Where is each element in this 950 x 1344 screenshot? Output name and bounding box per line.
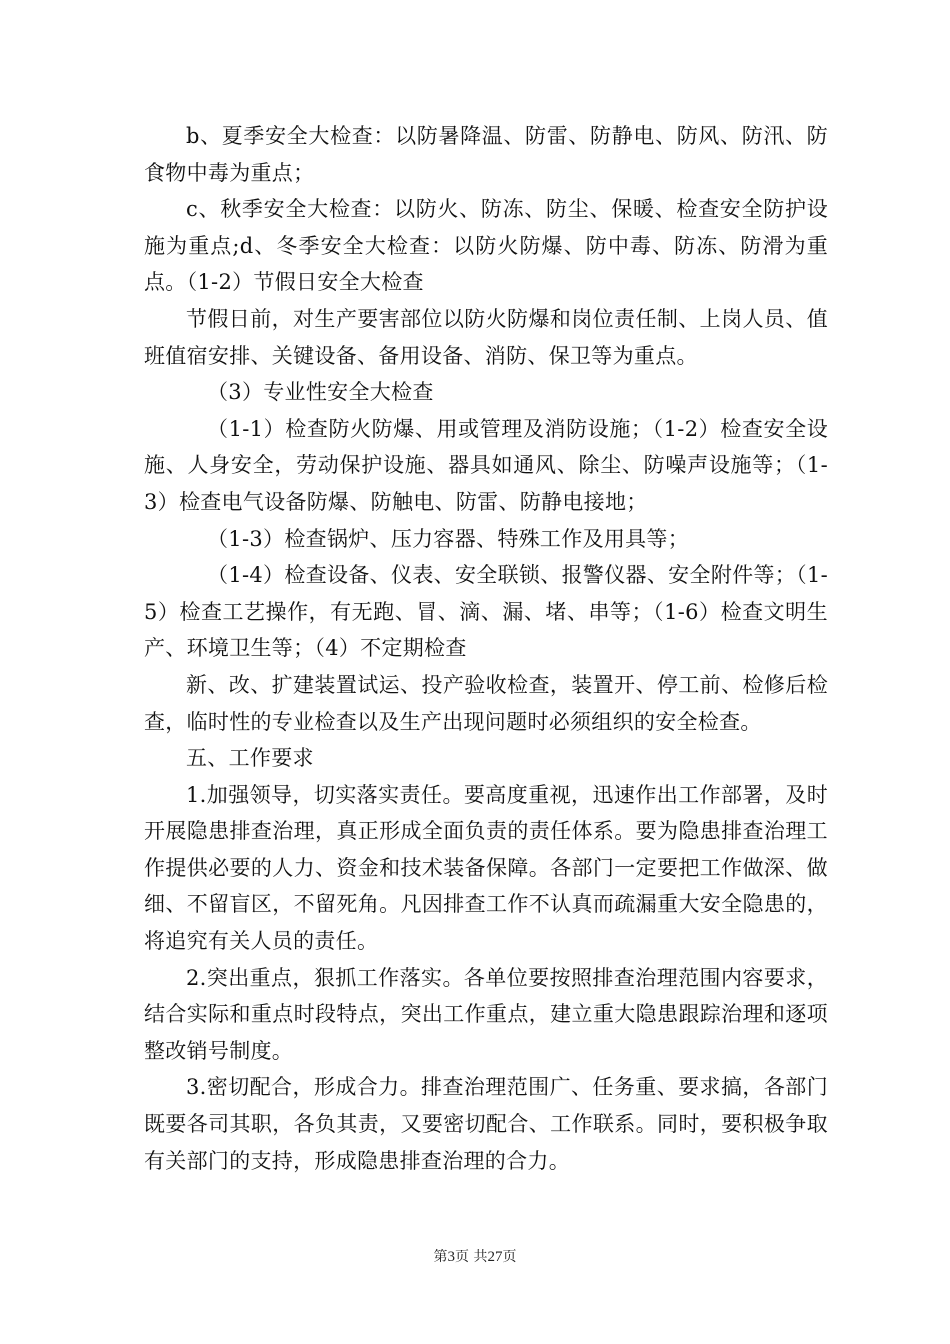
footer-total-pages: 27 — [487, 1249, 503, 1265]
heading-work-requirements: 五、工作要求 — [186, 746, 314, 771]
paragraph-professional-items-3: （1-4）检查设备、仪表、安全联锁、报警仪器、安全附件等；（1-5）检查工艺操作，有无跑、冒、滴、漏、堵、串等；（1-6）检查文明生产、环境卫生等；（4）不定期检查 — [144, 563, 828, 661]
footer-suffix: 页 — [502, 1249, 517, 1265]
paragraph-irregular-check: 新、改、扩建装置试运、投产验收检查，装置开、停工前、检修后检查，临时性的专业检查以及生产出现问题时必须组织的安全检查。 — [144, 672, 828, 734]
document-body — [144, 118, 828, 1179]
paragraph-requirement-3: 3.密切配合，形成合力。排查治理范围广、任务重、要求搞，各部门既要各司其职，各负其责，又要密切配合、工作联系。同时，要积极争取有关部门的支持，形成隐患排查治理的合力。 — [144, 1075, 828, 1173]
heading-professional-check: （3）专业性安全大检查 — [207, 380, 434, 405]
footer-middle: 页 共 — [455, 1249, 488, 1265]
paragraph-professional-items-1: （1-1）检查防火防爆、用或管理及消防设施；（1-2）检查安全设施、人身安全，劳动保护设施、器具如通风、除尘、防噪声设施等；（1-3）检查电气设备防爆、防触电、防雷、防静电接地； — [144, 416, 828, 514]
paragraph-holiday-check: 节假日前，对生产要害部位以防火防爆和岗位责任制、上岗人员、值班值宿安排、关键设备、备用设备、消防、保卫等为重点。 — [144, 306, 828, 368]
paragraph-requirement-1: 1.加强领导，切实落实责任。要高度重视，迅速作出工作部署，及时开展隐患排查治理，真正形成全面负责的责任体系。要为隐患排查治理工作提供必要的人力、资金和技术装备保障。各部门一定要把工作做深、做细、不留盲区，不留死角。凡因排查工作不认真而疏漏重大安全隐患的，将追究有关人员的责任。 — [144, 782, 828, 954]
footer-prefix: 第 — [433, 1249, 448, 1265]
footer-current-page: 3 — [447, 1249, 456, 1265]
paragraph-summer-check: b、夏季安全大检查：以防暑降温、防雷、防静电、防风、防汛、防食物中毒为重点； — [144, 124, 828, 185]
page-footer — [0, 1246, 950, 1266]
paragraph-autumn-winter-check: c、秋季安全大检查：以防火、防冻、防尘、保暖、检查安全防护设施为重点;d、冬季安全大检查：以防火防爆、防中毒、防冻、防滑为重点。（1-2）节假日安全大检查 — [144, 197, 828, 295]
paragraph-requirement-2: 2.突出重点，狠抓工作落实。各单位要按照排查治理范围内容要求，结合实际和重点时段特点，突出工作重点，建立重大隐患跟踪治理和逐项整改销号制度。 — [144, 965, 828, 1063]
paragraph-professional-items-2: （1-3）检查锅炉、压力容器、特殊工作及用具等； — [207, 526, 690, 551]
